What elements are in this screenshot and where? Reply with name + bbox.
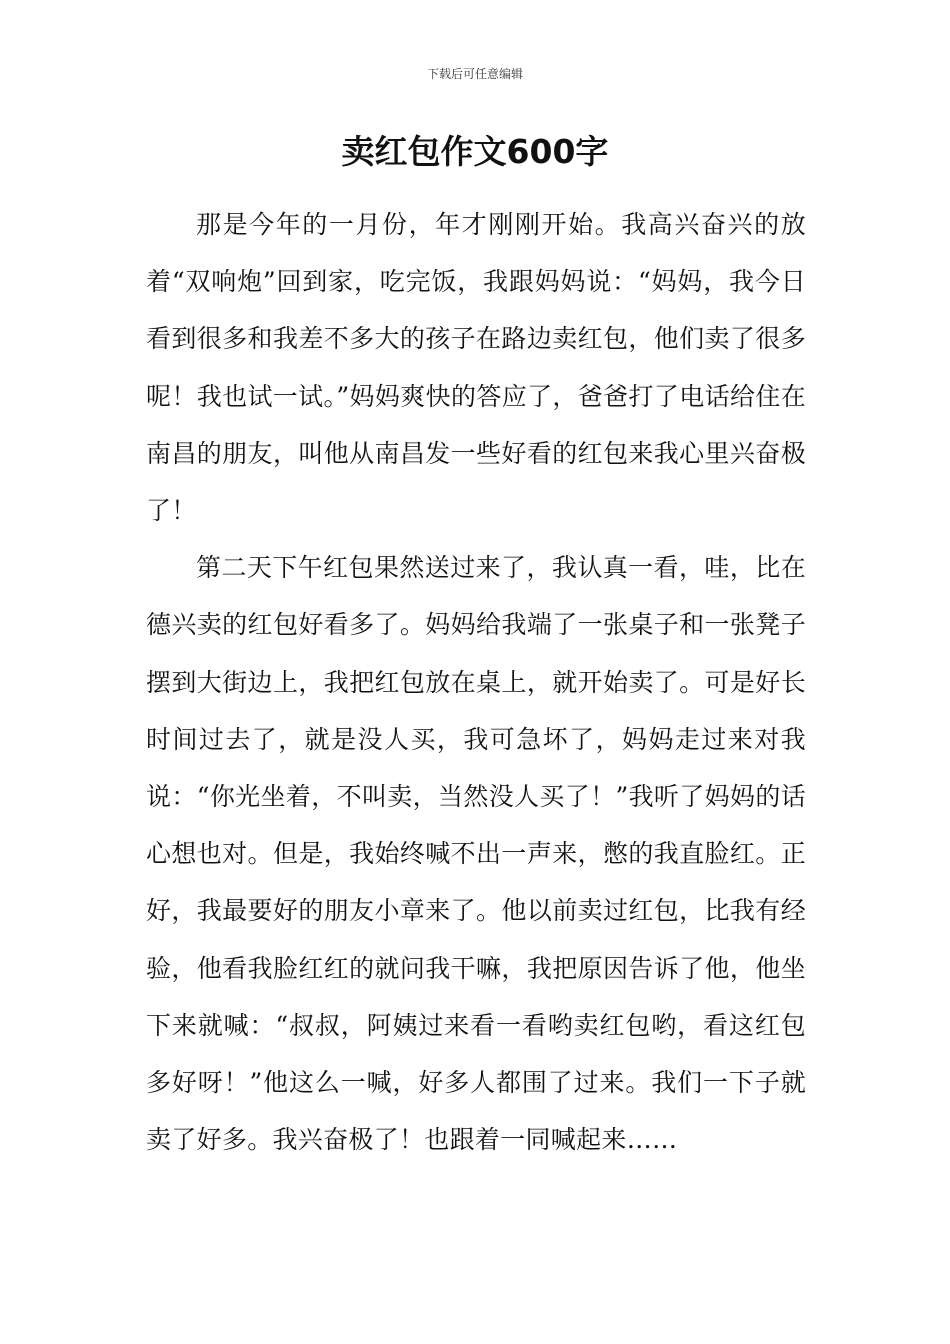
header-note: 下载后可任意编辑 [426, 67, 523, 81]
essay-body [146, 196, 806, 1168]
paragraph-1: 那是今年的一月份，年才刚刚开始。我高兴奋兴的放着“双响炮”回到家，吃完饭，我跟妈妈说：“妈妈，我今日看到很多和我差不多大的孩子在路边卖红包，他们卖了很多呢！我也试一试。”妈妈爽快的答应了，爸爸打了电话给住在南昌的朋友，叫他从南昌发一些好看的红包来我心里兴奋极了！ [146, 210, 806, 526]
document-title: 卖红包作文600字 [341, 132, 609, 171]
paragraph-2: 第二天下午红包果然送过来了，我认真一看，哇，比在德兴卖的红包好看多了。妈妈给我端了一张桌子和一张凳子摆到大街边上，我把红包放在桌上，就开始卖了。可是好长时间过去了，就是没人买，我可急坏了，妈妈走过来对我说：“你光坐着，不叫卖，当然没人买了！”我听了妈妈的话心想也对。但是，我始终喊不出一声来，憋的我直脸红。正好，我最要好的朋友小章来了。他以前卖过红包，比我有经验，他看我脸红红的就问我干嘛，我把原因告诉了他，他坐下来就喊：“叔叔，阿姨过来看一看哟卖红包哟，看这红包多好呀！”他这么一喊，好多人都围了过来。我们一下子就卖了好多。我兴奋极了！也跟着一同喊起来…… [146, 553, 806, 1155]
